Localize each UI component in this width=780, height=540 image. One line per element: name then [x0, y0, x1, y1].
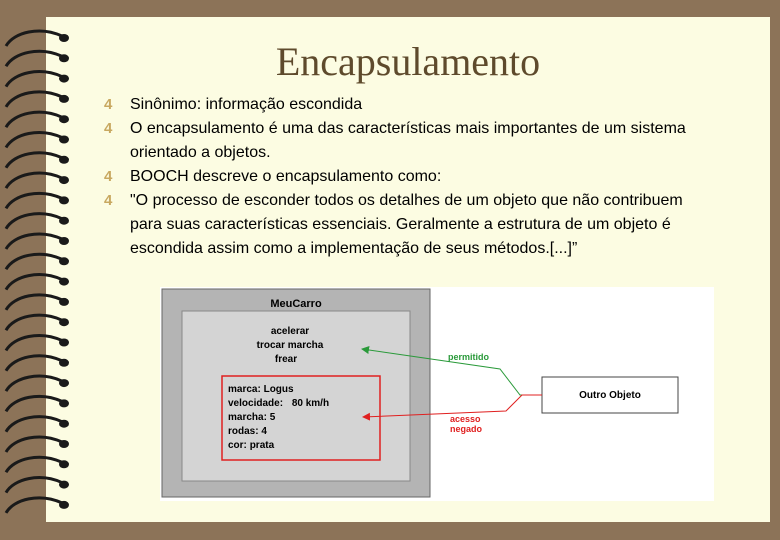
- spiral-ring: [6, 336, 62, 351]
- spiral-ring: [6, 133, 62, 148]
- spiral-ring: [6, 234, 62, 249]
- spiral-ring: [6, 112, 62, 127]
- spiral-ring: [6, 173, 62, 188]
- bullet-item: [104, 93, 714, 117]
- spiral-hole: [59, 379, 69, 387]
- spiral-ring: [6, 498, 62, 513]
- spiral-ring: [6, 356, 62, 371]
- encapsulation-figure: [160, 287, 714, 501]
- spiral-ring: [6, 153, 62, 168]
- allowed-label: permitido: [448, 352, 490, 362]
- spiral-ring: [6, 417, 62, 432]
- spiral-ring: [6, 478, 62, 493]
- bullet-item: [104, 165, 714, 189]
- page-title: Encapsulamento: [275, 39, 541, 84]
- spiral-hole: [59, 440, 69, 448]
- bullet-text: O encapsulamento é uma das características mais importantes de um sistema orientado a objetos.: [130, 120, 686, 161]
- bullet-item: [104, 189, 714, 261]
- spiral-hole: [59, 339, 69, 347]
- spiral-hole: [59, 176, 69, 184]
- spiral-hole: [59, 298, 69, 306]
- bullet-item: [104, 117, 714, 165]
- bullet-text: "O processo de esconder todos os detalhes de um objeto que não contribuem para suas características essenciais. Geralmente a estrutura de um objeto é escondida assim como a implementação de seus métodos.[...]”: [130, 192, 683, 257]
- spiral-ring: [6, 254, 62, 269]
- spiral-hole: [59, 156, 69, 164]
- spiral-ring: [6, 437, 62, 452]
- spiral-hole: [59, 420, 69, 428]
- attribute-row: cor: prata: [228, 440, 275, 451]
- spiral-hole: [59, 278, 69, 286]
- spiral-hole: [59, 359, 69, 367]
- method-label: trocar marcha: [256, 340, 324, 351]
- spiral-ring: [6, 92, 62, 107]
- bullet-text: BOOCH descreve o encapsulamento como:: [130, 168, 442, 185]
- bullet-text: Sinônimo: informação escondida: [130, 96, 363, 113]
- attribute-row: rodas: 4: [228, 426, 267, 437]
- spiral-hole: [59, 136, 69, 144]
- spiral-ring: [6, 376, 62, 391]
- denied-label: negado: [450, 424, 483, 434]
- bullet-icon: 4: [104, 192, 113, 209]
- spiral-binding: [0, 18, 80, 522]
- denied-label: acesso: [450, 414, 481, 424]
- spiral-hole: [59, 501, 69, 509]
- other-object-label: Outro Objeto: [579, 390, 641, 401]
- spiral-hole: [59, 115, 69, 123]
- spiral-ring: [6, 214, 62, 229]
- spiral-ring: [6, 396, 62, 411]
- attribute-row: velocidade: 80 km/h: [228, 398, 330, 409]
- attribute-row: marcha: 5: [228, 412, 276, 423]
- spiral-hole: [59, 481, 69, 489]
- spiral-hole: [59, 196, 69, 204]
- method-label: frear: [274, 354, 298, 365]
- spiral-hole: [59, 460, 69, 468]
- spiral-ring: [6, 295, 62, 310]
- bullet-icon: 4: [104, 168, 113, 185]
- spiral-hole: [59, 318, 69, 326]
- method-label: acelerar: [270, 326, 310, 337]
- spiral-ring: [6, 457, 62, 472]
- spiral-hole: [59, 399, 69, 407]
- spiral-hole: [59, 217, 69, 225]
- object-title: MeuCarro: [270, 298, 322, 310]
- bullet-list: [104, 93, 714, 261]
- spiral-hole: [59, 257, 69, 265]
- spiral-ring: [6, 275, 62, 290]
- spiral-ring: [6, 193, 62, 208]
- attribute-row: marca: Logus: [228, 384, 294, 395]
- spiral-hole: [59, 95, 69, 103]
- spiral-hole: [59, 237, 69, 245]
- bullet-icon: 4: [104, 120, 113, 137]
- bullet-icon: 4: [104, 96, 113, 113]
- spiral-ring: [6, 315, 62, 330]
